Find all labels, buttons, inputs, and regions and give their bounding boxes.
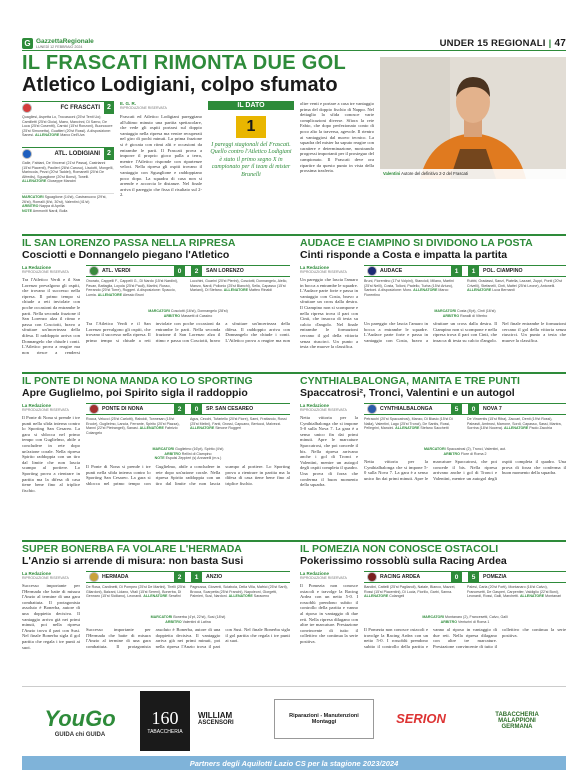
article-5-lineups [364, 417, 566, 447]
page-number: 47 [554, 37, 566, 49]
ad-serion [382, 701, 460, 735]
away-coach: Montanari [545, 594, 562, 599]
scorecard-footer [22, 193, 114, 213]
home-coach: Colangeli [389, 594, 405, 599]
scorecard-away-row [22, 147, 114, 159]
article-4-title: Apre Guglielmo, poi Spirito sigla il raddoppio [22, 387, 248, 399]
ad-william [198, 703, 268, 733]
away-lineup [190, 279, 290, 309]
away-lineup-text: Lucchini, Guarini (20'st Pierini), Cosciotti, Donnangelo, Aiello, Manzo, Nardi, Pollonio (25'st Bianchi), Sella, Capasso (15'st Mariani), Di Stefano. [190, 279, 288, 293]
byline-sub: RIPRODUZIONE RISERVATA [22, 408, 69, 412]
article-2-scorecard [86, 265, 290, 345]
scorecard-home-score: 2 [104, 102, 114, 114]
article-2-text: Tra l'Atletico Verdi e il San Lorenzo prevalgono gli ospiti, che trovano il successo nella ripresa. Il primo tempo si chiude a reti inviolate con poche occasioni da entrambe le parti. Nella seconda frazione il San Lorenzo alza il ritmo e passa con Cosciotti, bravo a sfruttare un'incertezza della difesa. Il raddoppio arriva con Donnangelo che chiude i conti. L'Atletico prova a reagire ma non riesce a rendersi [22, 277, 80, 355]
referee-label: ARBITRO [443, 451, 460, 456]
ad-riparazioni [274, 699, 374, 739]
scorers-label: MARCATORI [434, 309, 457, 313]
home-team [86, 265, 188, 277]
scorers: Cosciotti (16'st), Donnangelo (28'st) [170, 309, 228, 313]
il-dato-label: IL DATO [208, 101, 294, 110]
article-3-text-continued: Un pareggio che lascia l'amaro in bocca a entrambe le squadre. L'Audace parte forte e passa in vantaggio con Costa, bravo a sfruttare un cross dalla destra. Il Ciampino non si scompone e nella ripresa trova il pari con Cinti, che insacca di testa su calcio d'angolo. Nel finale entrambe le formazioni cercano il gol della vittoria senza riuscirci. Un punto a testa che muove la classifica. [364, 321, 566, 343]
notes: Ammoniti Nardi, Bulla [32, 208, 68, 213]
home-coach: Alessio Bruni [122, 292, 144, 297]
article-2-text-continued: Tra l'Atletico Verdi e il San Lorenzo prevalgono gli ospiti, che trovano il successo nella ripresa. Il primo tempo si chiude a reti inviolate con poche occasioni da entrambe le parti. Nella seconda frazione il San Lorenzo alza il ritmo e passa con Cosciotti, bravo a sfruttare un'incertezza della difesa. Il raddoppio arriva con Donnangelo che chiude i conti. L'Atletico prova a reagire ma non [86, 321, 290, 343]
ripara-sub: Montaggi [311, 719, 337, 725]
away-coach-label: ALLENATORE [504, 426, 529, 431]
ad-yougo [30, 695, 130, 749]
section-title: UNDER 15 REGIONALI | 47 [439, 37, 566, 49]
article-4 [22, 375, 290, 399]
away-score: 2 [191, 265, 202, 277]
article-1-header [22, 52, 372, 96]
byline-sub: RIPRODUZIONE RISERVATA [22, 576, 69, 580]
home-coach-label: ALLENATORE [143, 594, 168, 599]
article-7-title: Pokerissimo rossoblù sulla Racing Ardea [300, 555, 507, 567]
home-lineup-text: Rocca, Velucci (25'st Carlotti), Raboldi, Tonnesan (15'st Ercole), Guglielmo, Lancia, Ferrante, Spirito (20'st Piazza), Manni (22'st Pietrangeli), Sanasi. [86, 417, 180, 431]
article-3-title: Cinti risponde a Costa e impatta la partita [300, 249, 508, 261]
article-1-scorecard [22, 101, 114, 213]
article-5-text-continued: Netta vittoria per la Cynthialbalonga che si impone 5-0 sulla Nova 7. La gara è a senso unico fin dai primi minuti. Apre le marcature Spaccatrosi, che poi concede il bis. Nella ripresa arrivano anche i gol di Tronci e Valentini, mentre un autogol degli ospiti completa il quadro. Una prova di forza che conferma il buon momento della squadra. [364, 459, 566, 481]
sponsor-ads [22, 686, 566, 756]
scorers-label: MARCATORI [422, 615, 444, 619]
publication-block [36, 38, 94, 49]
tabacchi-label: TABACCHERIA [147, 728, 183, 735]
notes: Espulsi Zeppieri (s) Annarelli (m.s.) [165, 456, 222, 461]
article-7-text-continued: Il Pomezia non conosce ostacoli e travolge la Racing Ardea con un netto 5-0. I rossoblù prendono subito il controllo della partita e vanno al riposo in vantaggio di due reti. Nella ripresa dilagano con altre tre marcature. Prestazione convincente di tutto il collettivo che continua la serie positiva. [364, 627, 566, 649]
article-7-text-block [300, 571, 358, 683]
team-crest-icon [22, 149, 32, 159]
article-3-text-block [300, 265, 358, 355]
scorecard-home-row [22, 101, 114, 113]
byline-name: La Redazione [22, 265, 52, 270]
article-6-byline [22, 571, 80, 580]
article-7 [300, 543, 566, 567]
away-lineup [190, 585, 290, 615]
publication-name: GazzettaRegionale [36, 37, 94, 45]
team-crest-icon [89, 404, 99, 414]
byline-sub: RIPRODUZIONE RISERVATA [22, 270, 69, 274]
article-2-title: Cosciotti e Donnangelo piegano l'Atletico [22, 249, 230, 261]
partners-banner: Partners degli Aquilotti Lazio CS per la stagione 2023/2024 [22, 756, 566, 770]
article-1-body-col1 [120, 101, 202, 214]
home-coach: Fabrizio Colangelo [86, 426, 178, 435]
article-7-text: Il Pomezia non conosce ostacoli e travolge la Racing Ardea con un netto 5-0. I rossoblù prendono subito il controllo della partita e vanno al riposo in vantaggio di due reti. Nella ripresa dilagano con altre tre marcature. Prestazione convincente di tutto il collettivo che continua la serie positiva. [300, 583, 358, 644]
away-coach: Simone Ruggeri [215, 426, 242, 431]
home-lineup [364, 279, 463, 309]
article-4-lineups [86, 417, 290, 447]
away-coach: Paolo Zacchia [529, 426, 553, 431]
away-coach-label: ALLENATORE [223, 288, 248, 293]
scorers: Sguaglione (14'st), Castranuovo (29'st, 26'st), Romalli (6'st, 30'st), Valentini (41'st) [22, 195, 107, 204]
away-team [188, 571, 290, 583]
referee: Valentini di Latina [182, 619, 211, 624]
article-5-text-block [300, 403, 358, 515]
away-score: 0 [191, 403, 202, 415]
home-lineup [86, 585, 186, 615]
article-3 [300, 237, 566, 261]
article-2-scorecard-footer [86, 309, 290, 319]
away-lineup-text: Palesi, Carla (20'st Forti), Montanaro (16'st Calvo), Francesetti, De Gasperi, Carpentier, Valdiglio (22'st Boni), Leonardi, Rossi, Galli, Marchetti. [467, 585, 559, 599]
away-coach-label: ALLENATORE [467, 288, 492, 293]
home-coach-label: ALLENATORE [395, 426, 420, 431]
article-1-title: Atletico Lodigiani, colpo sfumato [22, 74, 338, 96]
team-crest-icon [89, 572, 99, 582]
home-lineup [364, 417, 463, 447]
byline-name: La Redazione [300, 265, 330, 270]
away-lineup-text: Pagnussa, Gioventi, Sciabola, Della Villa, Mafrici (25'st Sarti), Brocca, Scarpetta (25'st Franchi), Napoleoni, Giorgetti, Palmieri, Susi, Nardoni. [190, 585, 288, 599]
masthead-rule [22, 50, 566, 51]
home-coach-label: ALLENATORE [35, 133, 60, 138]
article-5-score-bar [364, 403, 566, 415]
away-lineup [467, 279, 566, 309]
il-dato-number: 1 [236, 116, 266, 138]
ad-malappioni [468, 697, 566, 745]
article-6-title: L'Anzio si arrende di misura: non basta Susi [22, 555, 244, 567]
article-4-text-continued: Il Ponte di Nona si prende i tre punti nella sfida interna contro lo Sporting San Cesareo. La gara si sblocca nel primo tempo con Guglielmo, abile a concludere in rete dopo un'azione corale. Nella ripresa Spirito raddoppia con un tiro dal limite che non lascia scampo al portiere. Lo Sporting prova a rientrare in partita ma la difesa di casa tiene bene fino al triplice fischio. [86, 464, 290, 486]
team-crest-icon [367, 266, 377, 276]
publication-logo: G [22, 38, 33, 49]
home-lineup-text: De Rosa, Cardinetti, Di Pompeo (25'st De Martini), Tirelli (25'st Gilardoni), Balzani, Lidano, Vitali (15'st Sereni), Bonerba, Di Gennaro (15'st Siciliano), Leonardi. [86, 585, 186, 599]
article-7-byline [300, 571, 358, 580]
away-team-name: POL. CIAMPINO [483, 268, 523, 274]
away-lineup-text: De Vincentis (15'st Riba), Zaccari, Denti (19'st Rossi), Paleasti, Ambrosi, Marrone, Sordi, Capasso, Sassi, Mantra, Sorrina (18'st Nocera). [467, 417, 562, 431]
article-2 [22, 237, 290, 261]
article-7-scorecard-footer [364, 615, 566, 625]
scorecard-away-lineup [22, 161, 114, 193]
article-1-kicker: IL FRASCATI RIMONTA DUE GOL [22, 52, 347, 74]
article-6 [22, 543, 290, 567]
referee: Venturini di Roma 1 [458, 619, 490, 624]
home-team [364, 265, 465, 277]
away-team [465, 265, 566, 277]
team-crest-icon [367, 572, 377, 582]
article-5-byline [300, 403, 358, 412]
away-team-name: SAN LORENZO [206, 268, 244, 274]
home-coach-label: ALLENATORE [139, 426, 164, 431]
byline-sub: RIPRODUZIONE RISERVATA [300, 408, 347, 412]
scorers-label: MARCATORI [152, 447, 175, 451]
away-coach-label: ALLENATORE [228, 594, 253, 599]
home-team-name: PONTE DI NONA [102, 406, 144, 412]
referee: Nappa di Aprilia [39, 204, 65, 209]
away-team-name: POMEZIA [483, 574, 507, 580]
away-team [465, 571, 566, 583]
article-4-score-bar [86, 403, 290, 415]
section-name: UNDER 15 REGIONALI [439, 37, 546, 49]
yougo-logo: YouGo [44, 706, 116, 731]
il-dato-text: I pareggi stagionali del Frascati. Quello contro l'Atletico Lodigiani è stato il primo segno X in campionato per il team di mister Brunelli [210, 142, 292, 178]
article-5 [300, 375, 566, 399]
article-5-kicker: CYNTHIALBALONGA, MANITA E TRE PUNTI [300, 375, 520, 387]
referee-label: ARBITRO [164, 451, 181, 456]
article-5-scorecard [364, 403, 566, 515]
scorecard-away-team: ATL. LODIGIANI [54, 150, 100, 157]
article-3-lineups [364, 279, 566, 309]
home-lineup-text: Petracchi (20'st Spaccatrosi), Manzo, Di Biasio (15'st Di Nalla), Valentini, Lago (25'st Tronci), De Santis, Rossi, Pellegrini, Mancini. [364, 417, 453, 431]
article-6-text-block [22, 571, 80, 683]
article-1-text-col2: oltre venti e portare a casa tre vantaggio prima del doppio fischio di Nappo. Nel dettaglio la sfida conosce varie complicazioni diverse. Sfiora la rete Fabio, che dopo perfezionato conto di poco alto la traversa, agevole. Il rientro ai vantaggiosi dal nuovo tecnico. La squadra del mister ha saputo reagire con carattere e determinazione, mostrando progressi importanti per il prosieguo del campionato. Il Frascati deve ora ripartire da questo punto in vista della prossima trasferta. [300, 101, 374, 174]
article-4-text-block [22, 403, 80, 515]
away-lineup-text: Agus, Cecchi, Tufariello (20'st Fiore), Sarni, Frattarolo, Rossi (25'st Melini), Fanti, Grossi, Capuano, Bertucci, Malvezzi. [190, 417, 287, 426]
article-4-byline [22, 403, 80, 412]
scorers: Bonerba (4'pt, 22'st), Susi (18'st) [173, 615, 226, 619]
byline-sub: RIPRODUZIONE RISERVATA [120, 106, 167, 110]
referee: Rellini di Ciampino [181, 451, 212, 456]
away-team-name: ANZIO [206, 574, 223, 580]
article-3-text: Un pareggio che lascia l'amaro in bocca a entrambe le squadre. L'Audace parte forte e passa in vantaggio con Costa, bravo a sfruttare un cross dalla destra. Il Ciampino non si scompone e nella ripresa trova il pari con Cinti, che insacca di testa su calcio d'angolo. Nel finale entrambe le formazioni cercano il gol della vittoria senza riuscirci. Un punto a testa che muove la classifica. [300, 277, 358, 350]
home-coach: Marco Dell'Uva [60, 133, 85, 138]
byline-name: E. G. R. [120, 101, 137, 106]
home-team-name: AUDACE [380, 268, 403, 274]
byline-name: La Redazione [22, 403, 52, 408]
home-lineup [364, 585, 463, 615]
away-coach-label: ALLENATORE [519, 594, 545, 599]
byline-name: La Redazione [300, 403, 330, 408]
article-6-scorecard [86, 571, 290, 683]
article-6-lineups [86, 585, 290, 615]
scorecard-home-lineup [22, 115, 114, 147]
ripara-title: Riparazioni - Manutenzioni [289, 713, 359, 719]
home-team-name: ATL. VERDI [102, 268, 131, 274]
scorers: Montanaro (2), Francesetti, Calvo, Galli [444, 615, 508, 619]
malappioni-line2: MALAPPIONI [498, 718, 536, 724]
referee-label: ARBITRO [22, 204, 39, 209]
publication-date: LUNEDÌ 12 FEBBRAIO 2024 [36, 44, 83, 49]
home-coach-label: ALLENATORE [364, 594, 389, 599]
away-score: 0 [468, 403, 479, 415]
away-team [188, 403, 290, 415]
home-lineup [86, 279, 186, 309]
article-3-score-bar [364, 265, 566, 277]
player-photo-illustration [380, 57, 566, 179]
article-6-score-bar [86, 571, 290, 583]
away-coach-label: ALLENATORE [22, 179, 47, 184]
scorers-label: MARCATORI [22, 195, 44, 199]
referee: Flore di Roma 2 [460, 451, 487, 456]
article-4-text: Il Ponte di Nona si prende i tre punti nella sfida interna contro lo Sporting San Cesareo. La gara si sblocca nel primo tempo con Guglielmo, abile a concludere in rete dopo un'azione corale. Nella ripresa Spirito raddoppia con un tiro dal limite che non lascia scampo al portiere. Lo Sporting prova a rientrare in partita ma la difesa di casa tiene bene fino al triplice fischio. [22, 415, 80, 493]
home-team-name: CYNTHIALBALONGA [380, 406, 433, 412]
scorers: Costa (8'pt), Cinti (16'st) [457, 309, 496, 313]
photo-caption-text: Autore del definitivo 2-2 del Frascati [401, 171, 468, 176]
section-rule [22, 372, 566, 374]
article-6-text: Successo importante per l'Hermada che batte di misura l'Anzio al termine di una gara combattuta. Il protagonista assoluto è Bonerba, autore di una doppietta decisiva. Il vantaggio arriva già nei primi minuti, poi nella ripresa l'Anzio trova il pari con Susi. Nel finale Bonerba sigla il gol partita che regala i tre punti ai suoi. [22, 583, 80, 650]
article-3-kicker: AUDACE E CIAMPINO SI DIVIDONO LA POSTA [300, 237, 533, 249]
section-rule [22, 540, 566, 542]
home-score: 2 [174, 403, 185, 415]
home-score: 1 [451, 265, 462, 277]
byline-sub: RIPRODUZIONE RISERVATA [300, 576, 347, 580]
referee-label: ARBITRO [163, 313, 181, 318]
away-lineup-text: Galle, Fabiani, De Vincenzi (21'st Passa), Castrianni (15'st Piacenti), Paolieri (28'st Caruso), Lisciotti, Mongelli, Marincola, Pezzi (20'st Taddei), Romanelli (20'st De Alfredis), Sguaglione (20'st Bonsi), Tonelli. [22, 161, 114, 179]
away-score: 1 [468, 265, 479, 277]
referee-label: ARBITRO [165, 619, 182, 624]
article-6-kicker: SUPER BONERBA FA VOLARE L'HERMADA [22, 543, 242, 555]
referee: Massetti di Cassino [181, 313, 213, 318]
away-coach: Luca Bernardi [492, 288, 515, 293]
scorers: Spaccatrosi (2), Tronci, Valentini, aut. [446, 447, 507, 451]
notes-label: NOTE [154, 456, 165, 461]
il-dato-box [208, 101, 294, 231]
article-2-score-bar [86, 265, 290, 277]
home-team-name: HERMADA [102, 574, 129, 580]
referee: Ranalli di Viterbo [460, 313, 488, 318]
referee-label: ARBITRO [442, 313, 460, 318]
tabacchi-number: 160 [151, 707, 179, 728]
article-4-kicker: IL PONTE DI NONA MANDA KO LO SPORTING [22, 375, 253, 387]
home-team [364, 571, 465, 583]
scorers-label: MARCATORI [150, 615, 173, 619]
home-lineup [86, 417, 186, 447]
article-1-byline [120, 101, 202, 110]
home-team [364, 403, 465, 415]
article-2-kicker: IL SAN LORENZO PASSA NELLA RIPRESA [22, 237, 236, 249]
home-score: 5 [451, 403, 462, 415]
article-6-text-continued: Successo importante per l'Hermada che batte di misura l'Anzio al termine di una gara combattuta. Il protagonista assoluto è Bonerba, autore di una doppietta decisiva. Il vantaggio arriva già nei primi minuti, poi nella ripresa l'Anzio trova il pari con Susi. Nel finale Bonerba sigla il gol partita che regala i tre punti ai suoi. [86, 627, 290, 649]
away-team-name: SP. SAN CESAREO [206, 406, 254, 412]
home-score: 0 [174, 265, 185, 277]
article-3-scorecard [364, 265, 566, 345]
article-6-scorecard-footer [86, 615, 290, 625]
away-score: 1 [191, 571, 202, 583]
article-1-text-col1: Frascati ed Atletico Lodigiani pareggiano all'ultimo minuto una partita spettacolare, che vede gli ospiti portarsi sul doppio vantaggio nella ripresa ma venire recuperati nel giro di pochi minuti. La prima frazione si è giocata con ritmi alti e occasioni da entrambe le parti. Il Frascati prova a imporre il proprio gioco palla a terra, mentre l'Atletico risponde con ripartenze veloci. Nella ripresa gli ospiti trovano il vantaggio con Sguaglione e raddoppiano poco dopo. La squadra di casa non si arrende e accorcia le distanze. Nel finale arriva il pareggio che fissa il risultato sul 2-2. [120, 114, 202, 198]
away-team [465, 403, 566, 415]
article-5-scorecard-footer [364, 447, 566, 457]
malappioni-line1: TABACCHERIA [495, 712, 539, 718]
home-coach-label: ALLENATORE [413, 288, 438, 293]
masthead [22, 36, 566, 50]
home-lineup-text: Onorato, Cappelli F., Cappelli G., Di Nardo (15'st Nardini), Pavan, Battaglia, Loyola (25'st Pauli), Martini, Russo, Ferrando (20'st Torre), Ruggeri. A disposizione: Spaccio, Lumia. [86, 279, 178, 297]
photo-caption [380, 169, 566, 179]
home-score: 0 [451, 571, 462, 583]
team-crest-icon [22, 103, 32, 113]
away-lineup [467, 585, 566, 615]
home-coach: Marco Fiorentino [364, 288, 449, 297]
away-lineup-text: Rubbi, Gradassi, Sanzi, Piatella, Lazzari, Zuppi, Ponti (20'st Crivelli), Stefanelli, Cinti, Mattei (25'st Leone), Antonelli. [467, 279, 562, 288]
malappioni-line3: GERMANA [501, 724, 533, 730]
away-coach: Saraceno [253, 594, 270, 599]
team-crest-icon [89, 266, 99, 276]
photo-caption-name: Valentini [383, 171, 401, 176]
article-2-lineups [86, 279, 290, 309]
away-coach-label: ALLENATORE [190, 426, 215, 431]
byline-sub: RIPRODUZIONE RISERVATA [300, 270, 347, 274]
team-crest-icon [367, 404, 377, 414]
article-4-scorecard [86, 403, 290, 516]
home-coach: Stefano Sacchetti [420, 426, 449, 431]
byline-name: La Redazione [22, 571, 52, 576]
article-4-scorecard-footer [86, 447, 290, 462]
away-score: 5 [468, 571, 479, 583]
article-2-text-block [22, 265, 80, 355]
byline-name: La Redazione [300, 571, 330, 576]
scorecard-home-team: FC FRASCATI [60, 104, 100, 111]
article-7-scorecard [364, 571, 566, 683]
away-team-name: NOVA 7 [483, 406, 502, 412]
referee-label: ARBITRO [440, 619, 457, 624]
away-coach: Matteo Rinaldi [249, 288, 272, 293]
notes-label: NOTE [22, 208, 32, 213]
scorecard-away-score: 2 [104, 148, 114, 160]
home-team [86, 403, 188, 415]
article-3-scorecard-footer [364, 309, 566, 319]
section-rule [22, 234, 566, 236]
article-7-kicker: IL POMEZIA NON CONOSCE OSTACOLI [300, 543, 499, 555]
william-name: WILLIAM [198, 710, 233, 720]
scorers-label: MARCATORI [423, 447, 446, 451]
home-coach: Serafini [168, 594, 181, 599]
scorers-label: MARCATORI [148, 309, 170, 313]
ad-tabaccheria-160 [140, 691, 190, 751]
home-lineup-text: Bruni, Fiorentino (17'st Volpini), Stancioli, Milano, Martini (25'st Nelli), Costa, Tolloni, Padello, Turba (15'st Arturo), Santoni. A disposizione: Moro. [364, 279, 454, 293]
article-3-byline [300, 265, 358, 274]
yougo-tagline: GUIDA chi GUIDA [54, 732, 106, 738]
william-sub: ASCENSORI [198, 719, 234, 726]
away-lineup [190, 417, 290, 447]
away-team [188, 265, 290, 277]
away-coach: Giuseppe Mancini [47, 179, 77, 184]
home-team-name: RACING ARDEA [380, 574, 421, 580]
home-coach-label: ALLENATORE [97, 292, 123, 297]
article-7-score-bar [364, 571, 566, 583]
article-5-text: Netta vittoria per la Cynthialbalonga che si impone 5-0 sulla Nova 7. La gara è a senso unico fin dai primi minuti. Apre le marcature Spaccatrosi, che poi concede il bis. Nella ripresa arrivano anche i gol di Tronci e Valentini, mentre un autogol degli ospiti completa il quadro. Una prova di forza che conferma il buon momento della squadra. [300, 415, 358, 488]
home-team [86, 571, 188, 583]
home-lineup-text: Bandini, Cattelli (25'st Pagliaroli), Natale, Bianco, Mazzei, Rossi (15'st Piacentini), Di Lucia, Fiorillo, Garbi, Sanna. [364, 585, 456, 594]
scorers: Guglielmo (16'pt), Spirito (4'st) [175, 447, 224, 451]
away-lineup [467, 417, 566, 447]
article-7-lineups [364, 585, 566, 615]
home-lineup-text: Quagliesi, Aspetta Lo, Trocasconi (25'st Tenti Uo); Camilletti (25'st Gioia), Maeo, Mancinni, Di Sarno, De Luca (25'st Cosentti), Carnici (15'st Ronzoni), Buonocore (25'st Simonetta), Gualtieri (20'st Rossi). A disposizione: Sanesi. [22, 115, 113, 138]
player-photo [380, 57, 566, 179]
serion-logo: SERION [396, 710, 446, 726]
home-score: 2 [174, 571, 185, 583]
article-2-byline [22, 265, 80, 274]
article-5-title: Spaccatrosi², Tronci, Valentini e un autogol [300, 387, 515, 399]
